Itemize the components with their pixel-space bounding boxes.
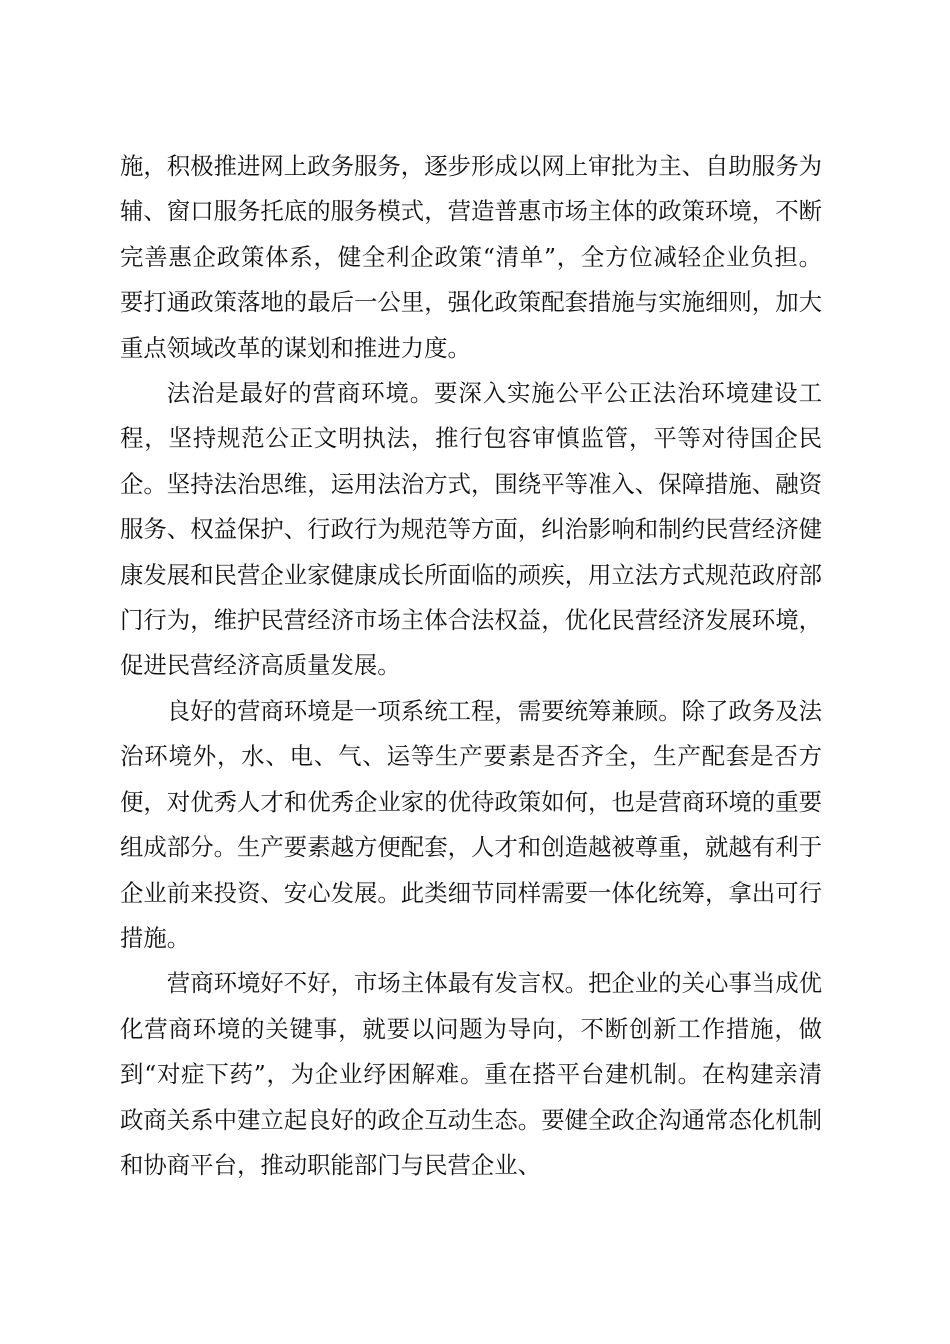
body-text bbox=[120, 144, 822, 1188]
paragraph-market-voice: 营商环境好不好，市场主体最有发言权。把企业的关心事当成优化营商环境的关键事，就要以问题为导向，不断创新工作措施，做到“对症下药”，为企业纾困解难。重在搭平台建机制。在构建亲清政商关系中建立起良好的政企互动生态。要健全政企沟通常态化机制和协商平台，推动职能部门与民营企业、 bbox=[120, 969, 822, 1179]
paragraph-rule-of-law: 法治是最好的营商环境。要深入实施公平公正法治环境建设工程，坚持规范公正文明执法，推行包容审慎监管，平等对待国企民企。坚持法治思维，运用法治方式，围绕平等准入、保障措施、融资服务、权益保护、行政行为规范等方面，纠治影响和制约民营经济健康发展和民营企业家健康成长所面临的顽疾，用立法方式规范政府部门行为，维护民营经济市场主体合法权益，优化民营经济发展环境，促进民营经济高质量发展。 bbox=[120, 379, 822, 680]
paragraph-systematic-project: 良好的营商环境是一项系统工程，需要统筹兼顾。除了政务及法治环境外，水、电、气、运等生产要素是否齐全，生产配套是否方便，对优秀人才和优秀企业家的优待政策如何，也是营商环境的重要组成部分。生产要素越方便配套，人才和创造越被尊重，就越有利于企业前来投资、安心发展。此类细节同样需要一体化统筹，拿出可行措施。 bbox=[120, 696, 822, 952]
paragraph-continuation: 施，积极推进网上政务服务，逐步形成以网上审批为主、自助服务为辅、窗口服务托底的服务模式，营造普惠市场主体的政策环境，不断完善惠企政策体系，健全利企政策“清单”，全方位减轻企业负担。要打通政策落地的最后一公里，强化政策配套措施与实施细则，加大重点领域改革的谋划和推进力度。 bbox=[120, 152, 822, 362]
